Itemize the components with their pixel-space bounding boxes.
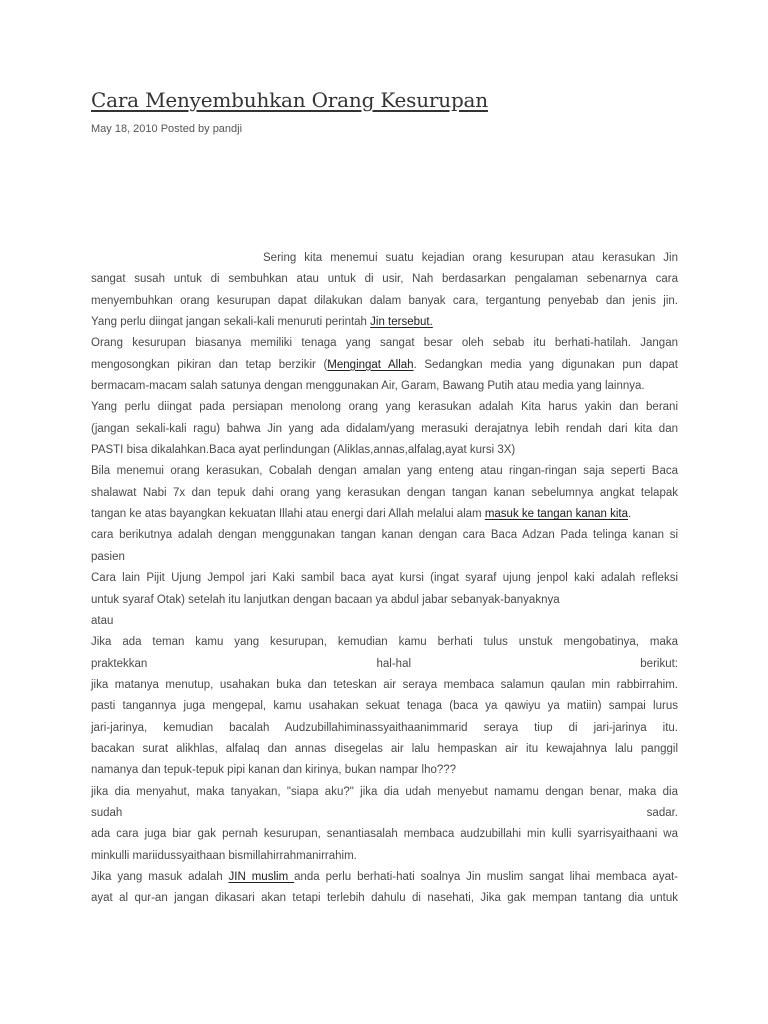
text-line	[91, 803, 678, 824]
text-segment: Bila menemui orang kerasukan, Cobalah dengan amalan yang enteng atau ringan-ringan saja seperti Baca	[91, 465, 678, 478]
text-line	[91, 654, 678, 675]
text-line	[91, 248, 678, 269]
text-segment: Yang perlu diingat pada persiapan menolong orang yang kerasukan adalah Kita harus yakin dan berani	[91, 401, 678, 414]
text-segment: (jangan sekali-kali ragu) bahwa Jin yang ada didalam/yang merasuki derajatnya lebih rendah dari kita dan	[91, 422, 678, 435]
text-segment: praktekkan hal-hal berikut:	[91, 657, 678, 670]
text-segment: cara berikutnya adalah dengan menggunakan tangan kanan dengan cara Baca Adzan Pada telinga kanan si	[91, 529, 678, 542]
article-body	[91, 248, 678, 910]
inline-link[interactable]: Mengingat Allah	[327, 358, 414, 371]
text-segment: Jika yang masuk adalah	[91, 870, 229, 883]
text-segment: bermacam-macam salah satunya dengan menggunakan Air, Garam, Bawang Putih atau media yang lainnya.	[91, 380, 645, 393]
post-meta: May 18, 2010 Posted by pandji	[91, 123, 243, 135]
text-line	[91, 696, 678, 717]
text-segment: shalawat Nabi 7x dan tepuk dahi orang yang kerasukan dengan tangan kanan sebelumnya angkat telapak	[91, 486, 678, 499]
text-line	[91, 718, 678, 739]
text-segment: Orang kesurupan biasanya memiliki tenaga yang sangat besar oleh sebab itu berhati-hatilah. Jangan	[91, 337, 678, 350]
text-line	[91, 590, 678, 611]
text-segment: bacakan surat alikhlas, alfalaq dan annas disegelas air lalu hempaskan air itu kewajahnya lalu panggil	[91, 742, 678, 755]
text-segment: sangat susah untuk di sembuhkan atau untuk di usir, Nah berdasarkan pengalaman sebenarnya cara	[91, 273, 678, 286]
text-segment: ada cara juga biar gak pernah kesurupan, senantiasalah membaca audzubillahi min kulli syarrisyaithaani wa	[91, 828, 678, 841]
text-line	[91, 397, 678, 418]
text-segment: jari-jarinya, kemudian bacalah Audzubillahiminassyaithaanimmarid seraya tiup di jari-jarinya itu.	[91, 721, 678, 734]
text-segment: Jika ada teman kamu yang kesurupan, kemudian kamu berhati tulus unstuk mengobatinya, maka	[91, 636, 678, 649]
text-line	[91, 760, 678, 781]
text-segment: pasti tangannya juga mengepal, kamu usahakan sekuat tenaga (baca ya qawiyu ya matiin) sampai lurus	[91, 700, 678, 713]
text-line	[91, 461, 678, 482]
text-segment: jika matanya menutup, usahakan buka dan teteskan air seraya membaca salamun qaulan min rabbirrahim.	[91, 678, 678, 691]
text-line	[91, 440, 678, 461]
text-line	[91, 888, 678, 909]
text-line	[91, 611, 678, 632]
text-line	[91, 632, 678, 653]
text-segment: .	[628, 508, 632, 521]
text-segment: menyembuhkan orang kesurupan dapat dilakukan dalam banyak cara, tergantung penyebab dan jenis jin.	[91, 294, 678, 307]
text-line	[91, 291, 678, 312]
text-segment: namanya dan tepuk-tepuk pipi kanan dan kirinya, bukan nampar lho???	[91, 764, 457, 777]
text-line	[91, 376, 678, 397]
text-line	[91, 312, 678, 333]
text-line	[91, 547, 678, 568]
text-segment: sudah sadar.	[91, 806, 678, 819]
text-segment: untuk syaraf Otak) setelah itu lanjutkan dengan bacaan ya abdul jabar sebanyak-banyaknya	[91, 593, 560, 606]
text-segment: pasien	[91, 550, 125, 563]
text-segment: ayat al qur-an jangan dikasari akan tetapi terlebih dahulu di nasehati, Jika gak mempan tantang dia untuk	[91, 892, 678, 905]
text-line	[91, 355, 678, 376]
text-segment: PASTI bisa dikalahkan.Baca ayat perlindungan (Aliklas,annas,alfalag,ayat kursi 3X)	[91, 444, 516, 457]
text-segment: jika dia menyahut, maka tanyakan, "siapa aku?" jika dia udah menyebut namamu dengan benar, maka dia	[91, 785, 678, 798]
text-segment: anda perlu berhati-hati soalnya Jin muslim sangat lihai membaca ayat-	[294, 870, 678, 883]
post-title[interactable]: Cara Menyembuhkan Orang Kesurupan	[91, 88, 488, 112]
text-line	[91, 504, 678, 525]
text-line	[91, 867, 678, 888]
text-segment: minkulli mariidussyaithaan bismillahirrahmanirrahim.	[91, 849, 357, 862]
text-line	[91, 846, 678, 867]
text-segment: atau	[91, 614, 114, 627]
text-line	[91, 525, 678, 546]
text-segment: Cara lain Pijit Ujung Jempol jari Kaki sambil baca ayat kursi (ingat syaraf ujung jenpol kaki adalah refleksi	[91, 572, 678, 585]
inline-link[interactable]: Jin tersebut.	[370, 316, 433, 329]
text-segment: Yang perlu diingat jangan sekali-kali menuruti perintah	[91, 316, 371, 329]
text-line	[91, 269, 678, 290]
text-line	[91, 483, 678, 504]
text-line	[91, 782, 678, 803]
text-line	[91, 675, 678, 696]
text-line	[91, 333, 678, 354]
text-line	[91, 824, 678, 845]
text-segment: . Sedangkan media yang digunakan pun dapat	[413, 358, 678, 371]
inline-link[interactable]: JIN muslim	[228, 870, 295, 883]
text-segment: Sering kita menemui suatu kejadian orang kesurupan atau kerasukan Jin	[263, 252, 678, 264]
text-segment: mengosongkan pikiran dan tetap berzikir (	[91, 358, 328, 371]
inline-link[interactable]: masuk ke tangan kanan kita	[484, 508, 629, 521]
text-segment: tangan ke atas bayangkan kekuatan Illahi atau energi dari Allah melalui alam	[91, 508, 485, 521]
text-line	[91, 739, 678, 760]
text-line	[91, 419, 678, 440]
text-line	[91, 568, 678, 589]
